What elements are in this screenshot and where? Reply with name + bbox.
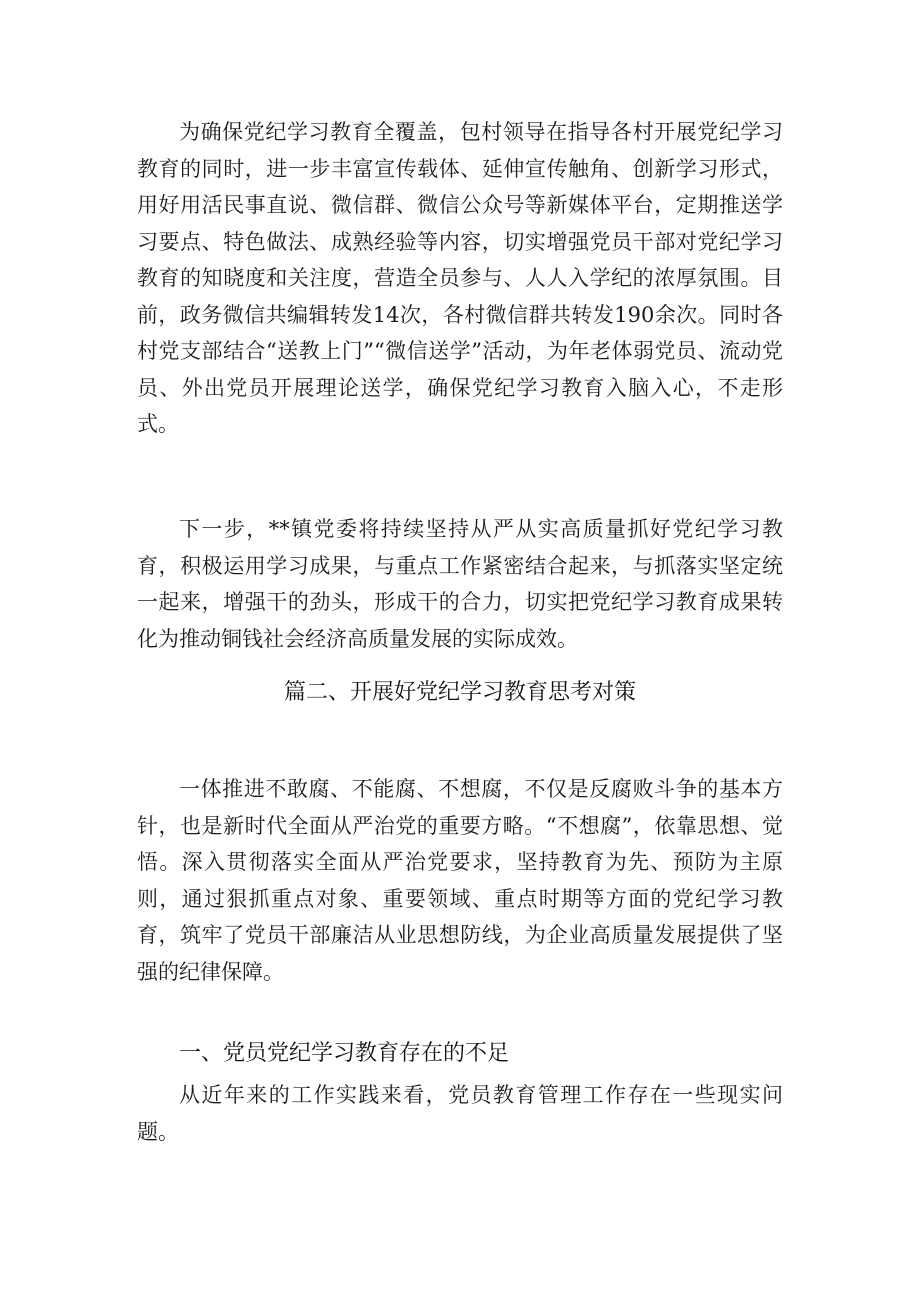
paragraph-publicity-coverage: 为确保党纪学习教育全覆盖，包村领导在指导各村开展党纪学习教育的同时，进一步丰富宣传载体、延伸宣传触角、创新学习形式，用好用活民事直说、微信群、微信公众号等新媒体平台，定期推送学习要点、特色做法、成熟经验等内容，切实增强党员干部对党纪学习教育的知晓度和关注度，营造全员参与、人人入学纪的浓厚氛围。目前，政务微信共编辑转发14次，各村微信群共转发190余次。同时各村党支部结合“送教上门”“微信送学”活动，为年老体弱党员、流动党员、外出党员开展理论送学，确保党纪学习教育入脑入心，不走形式。 bbox=[137, 120, 783, 436]
section-heading-shortcomings: 一、党员党纪学习教育存在的不足 bbox=[179, 1041, 510, 1066]
paragraph-next-steps: 下一步，**镇党委将持续坚持从严从实高质量抓好党纪学习教育，积极运用学习成果，与重点工作紧密结合起来，与抓落实坚定统一起来，增强干的劲头，形成干的合力，切实把党纪学习教育成果转化为推动铜钱社会经济高质量发展的实际成效。 bbox=[137, 517, 783, 651]
paragraph-anti-corruption: 一体推进不敢腐、不能腐、不想腐，不仅是反腐败斗争的基本方针，也是新时代全面从严治党的重要方略。“不想腐”，依靠思想、觉悟。深入贯彻落实全面从严治党要求，坚持教育为先、预防为主原则，通过狠抓重点对象、重要领域、重点时期等方面的党纪学习教育，筑牢了党员干部廉洁从业思想防线，为企业高质量发展提供了坚强的纪律保障。 bbox=[137, 777, 783, 984]
paragraph-practice-problems: 从近年来的工作实践来看，党员教育管理工作存在一些现实问题。 bbox=[137, 1083, 783, 1144]
article-two-title: 篇二、开展好党纪学习教育思考对策 bbox=[283, 680, 636, 705]
